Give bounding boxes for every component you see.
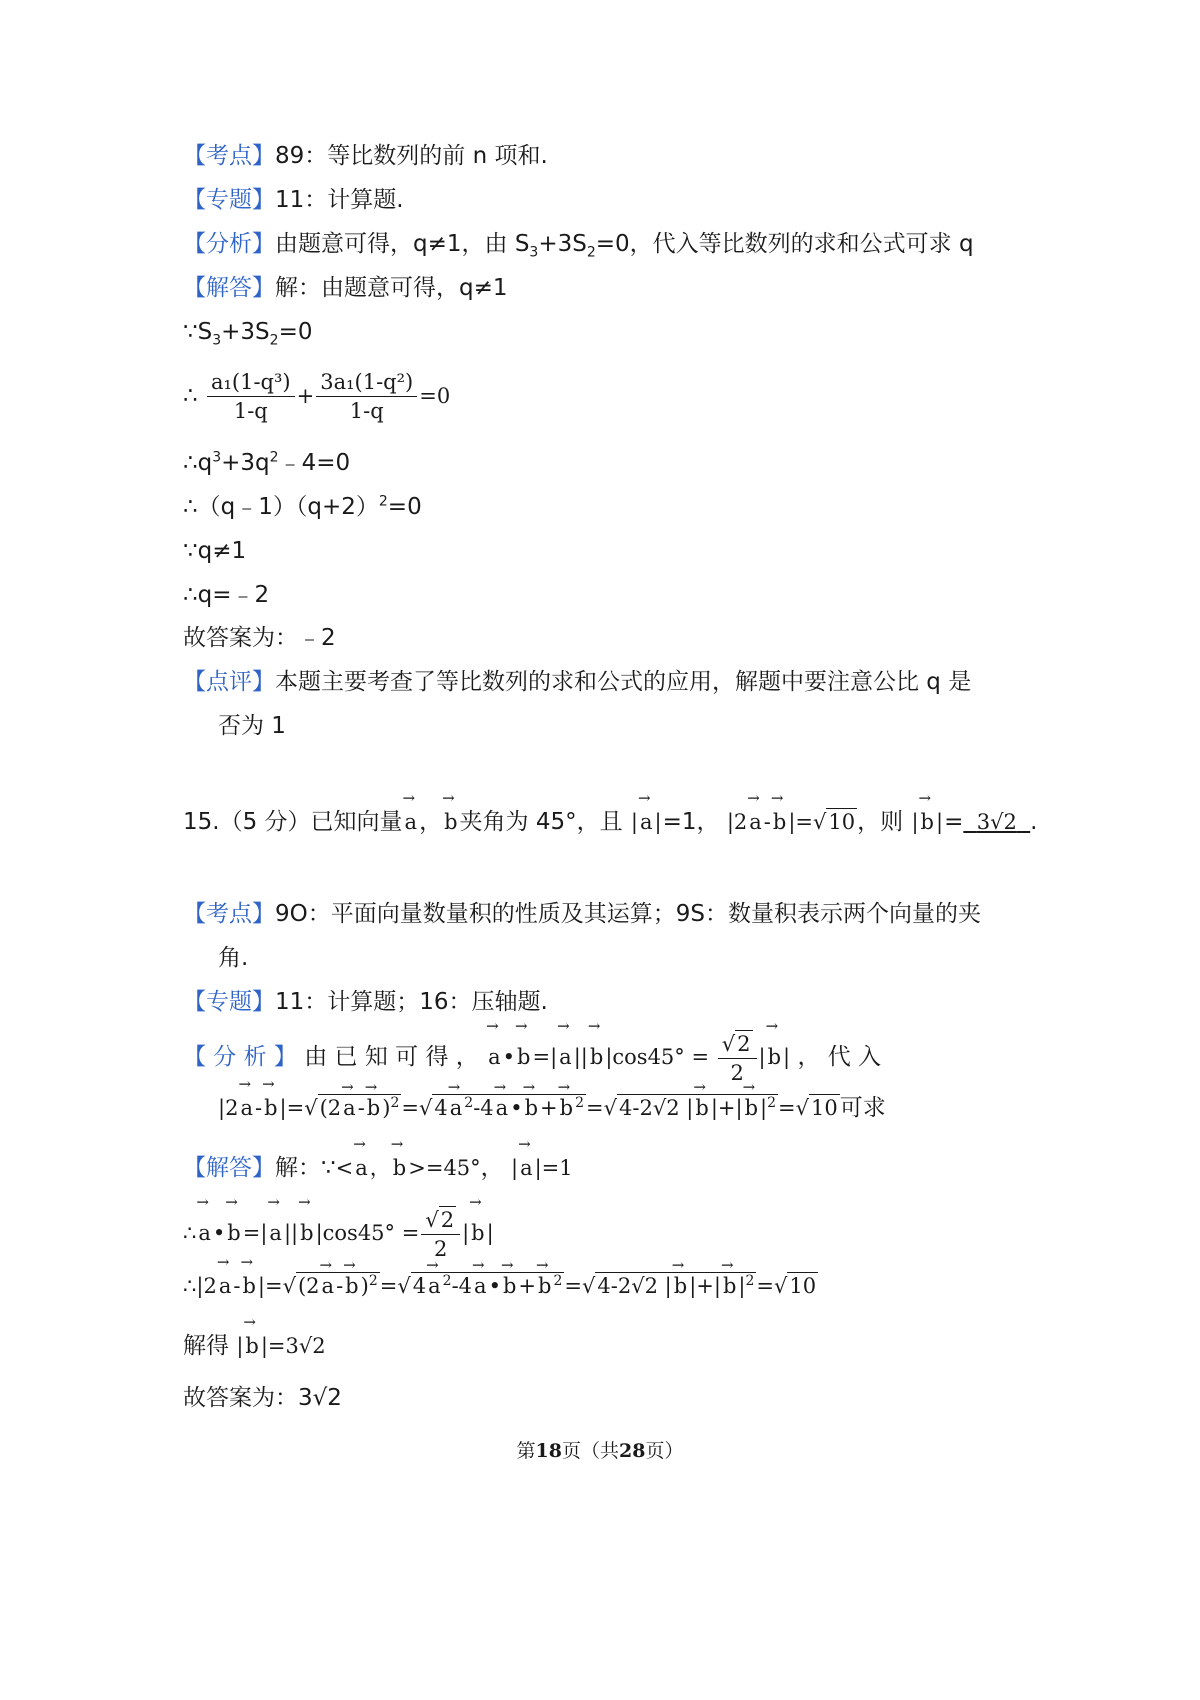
fenxi-line-15-cont: $|2\to a-\to b|=√(2\to a-\to b)^2=√4\to a$ $^2$-4→ a•→ b+→ b $^2$=√4-2√2 |→ $b|+|\to b|^2=√10$可求: [218, 1092, 886, 1124]
jieda-tag: 【解答】: [183, 1155, 275, 1181]
norm-a: |→ a|: [630, 810, 663, 834]
jieda-tag: 【解答】: [183, 275, 275, 301]
norm-2a-minus-b: |2→ a-→ b|=√10: [727, 810, 857, 834]
fraction-1: [207, 368, 295, 425]
kaodian-text: 9O：平面向量数量积的性质及其运算；9S：数量积表示两个向量的夹: [275, 901, 981, 927]
solve-value: =3√2: [267, 1334, 326, 1358]
dianping-text-cont: 否为 1: [218, 713, 286, 739]
jieda-line: [183, 272, 508, 304]
numerator: a₁(1-q³): [207, 368, 295, 397]
solution-step-1: ∴→ a•→ b=|→ a||→ b|cos45° = $\frac{√2}{2}$ |→ b|: [183, 1206, 494, 1263]
fenxi-text-end: ， 代 入: [797, 1044, 882, 1070]
step-1: [183, 316, 313, 348]
question-text: =: [944, 809, 964, 835]
jieda-line-15: 【解答】解：∵<→ a，→ b>=45°， |→ a|=1: [183, 1152, 573, 1184]
dot-product-expression: → a•→ b=|→ a||→ b|cos45° = $\frac{√2}{2}$ |→ b|: [486, 1045, 790, 1069]
fenxi-text-b: +3S: [538, 231, 587, 257]
solve-text: 解得: [183, 1333, 229, 1359]
superscript: 3: [212, 449, 222, 466]
zhuanti-line-15: [183, 986, 548, 1018]
vector-b: → b: [442, 806, 459, 838]
superscript: 2: [269, 449, 279, 466]
plus-sign: +: [296, 384, 315, 408]
question-end: .: [1030, 809, 1038, 835]
superscript: 2: [378, 493, 388, 510]
therefore-symbol: ∴: [183, 1274, 197, 1298]
question-text: 夹角为 45°，且: [459, 809, 623, 835]
fraction-2: [316, 368, 417, 425]
zhuanti-text: 11：计算题.: [275, 187, 404, 213]
fenxi-text-a: 由题意可得，q≠1，由 S: [275, 231, 530, 257]
page-number: 18: [535, 1440, 562, 1462]
dianping-tag: 【点评】: [183, 669, 275, 695]
question-text: =1，: [662, 809, 720, 835]
norm-value: =1: [541, 1156, 573, 1180]
kaodian-tag: 【考点】: [183, 143, 275, 169]
solve-line: [183, 1330, 326, 1362]
denominator: 1-q: [349, 399, 384, 423]
solution-step-2: ∴|2→ $a-\to b|=√(2\to a-\to b)^2=√4\to a$ $^2$-4→ a•→ b+→ b $^2$=√4-2√2 |→ $b|+|\to b|^2=√10$: [183, 1270, 818, 1302]
jieda-text: 解：∵: [275, 1155, 336, 1181]
dianping-line: [183, 666, 971, 698]
question-text: 15.（5 分）已知向量: [183, 809, 403, 835]
jieda-text: 解：由题意可得，q≠1: [275, 275, 508, 301]
step-text: =0: [278, 319, 313, 345]
step-text: +3q: [221, 450, 270, 476]
norm-a-eq: |→ a|=1: [511, 1156, 573, 1180]
kaodian-text-cont: 角.: [218, 945, 249, 971]
fenxi-tag: 【分析】: [183, 231, 275, 257]
zhuanti-tag: 【专题】: [183, 187, 275, 213]
fenxi-line: [183, 228, 974, 260]
step-text: ﹣4=0: [278, 450, 351, 476]
therefore-symbol: ∴: [183, 1221, 197, 1245]
dianping-text: 本题主要考查了等比数列的求和公式的应用，解题中要注意公比 q 是: [275, 669, 972, 695]
step-text: ∵S: [183, 319, 213, 345]
sqrt2-over-2: $\frac{√2}{2}$: [718, 1030, 757, 1087]
page-footer: [0, 1436, 1200, 1463]
step-text: =0: [387, 494, 422, 520]
equals-zero: =0: [419, 384, 451, 408]
step-4: [183, 491, 422, 523]
step-text: ∴（q﹣1）（q+2）: [183, 494, 379, 520]
answer-line: 故答案为：﹣2: [183, 625, 336, 651]
solve-result: |→ b|=3√2: [236, 1334, 325, 1358]
subscript: 2: [269, 332, 279, 349]
angle-ab: <→ a，→ b>=45°: [336, 1156, 481, 1180]
footer-prefix: 第: [516, 1440, 536, 1462]
fenxi-text: 由 已 知 可 得 ，: [304, 1044, 479, 1070]
norm-b: |→ b|: [910, 810, 944, 834]
zhuanti-text: 11：计算题；16：压轴题.: [275, 989, 548, 1015]
step-6: ∴q=﹣2: [183, 582, 270, 608]
kaodian-text: 89：等比数列的前 n 项和.: [275, 143, 548, 169]
numerator: 3a₁(1-q²): [316, 368, 417, 397]
subscript: 3: [529, 244, 539, 261]
step-2-fraction-equation: [183, 366, 450, 426]
fenxi-tag: 【 分 析 】: [183, 1044, 297, 1070]
angle-value: =45°: [425, 1156, 481, 1180]
kaodian-tag: 【考点】: [183, 901, 275, 927]
answer-blank: [963, 810, 1030, 834]
step-text: ∴q: [183, 450, 213, 476]
total-pages: 28: [619, 1440, 646, 1462]
sqrt2-over-2: $\frac{√2}{2}$: [421, 1206, 460, 1263]
zhuanti-tag: 【专题】: [183, 989, 275, 1015]
footer-mid: 页（共: [561, 1440, 619, 1462]
step-3: [183, 447, 350, 479]
footer-suffix: 页）: [645, 1440, 684, 1462]
vector-a: → a: [403, 806, 420, 838]
step-text: +3S: [221, 319, 270, 345]
question-15: [183, 806, 1037, 838]
answer-value: 3√2: [976, 810, 1017, 834]
step-5: ∵q≠1: [183, 538, 247, 564]
subscript: 2: [586, 244, 596, 261]
zhuanti-line: [183, 184, 404, 216]
kaodian-line-15: [183, 898, 981, 930]
question-text: ，: [419, 809, 443, 835]
answer-line-15: 故答案为：3√2: [183, 1385, 342, 1411]
question-text: ，则: [857, 809, 904, 835]
therefore-symbol: ∴: [183, 383, 198, 409]
cos45-text: cos45°: [612, 1045, 685, 1069]
fenxi-line2-end: 可求: [839, 1095, 886, 1121]
kaodian-line: [183, 140, 548, 172]
subscript: 3: [212, 332, 222, 349]
denominator: 1-q: [233, 399, 268, 423]
fenxi-text-c: =0，代入等比数列的求和公式可求 q: [595, 231, 974, 257]
